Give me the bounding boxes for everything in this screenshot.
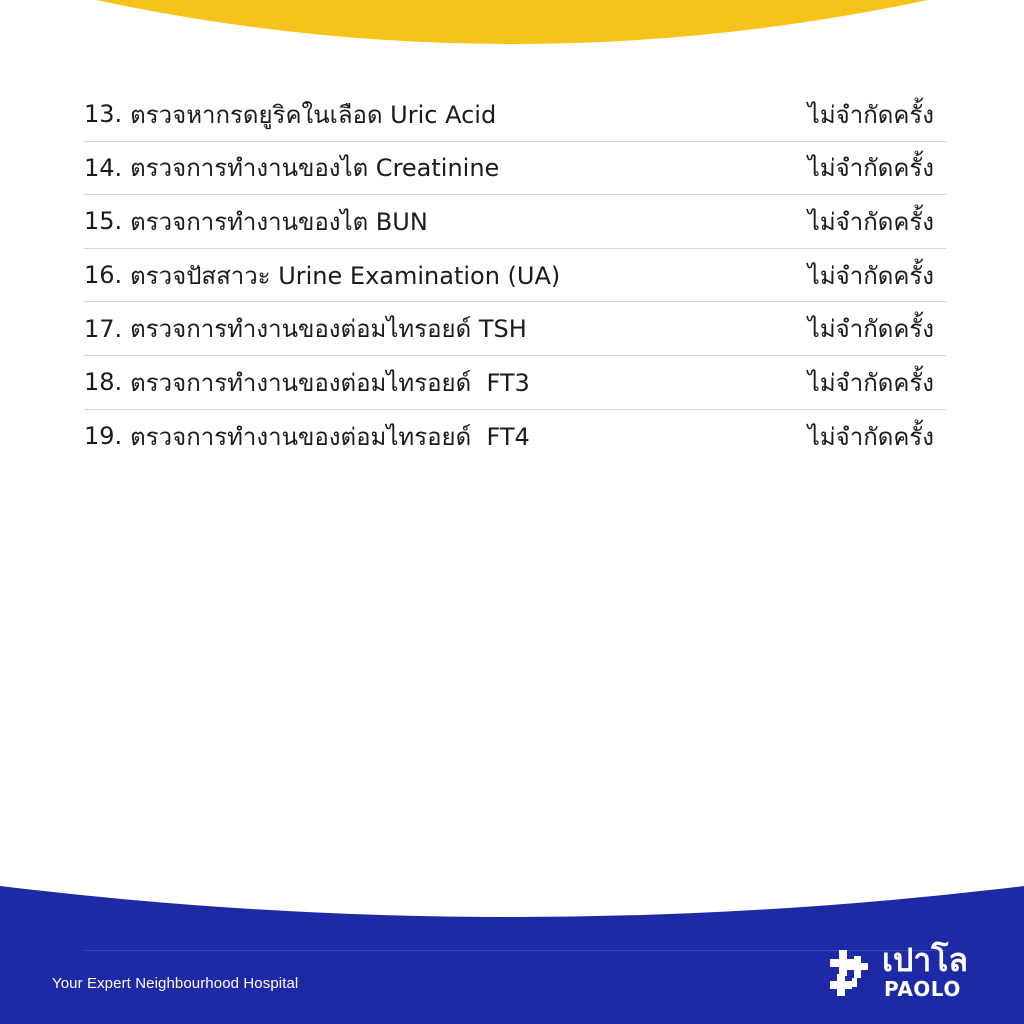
item-title: ตรวจการทำงานของต่อมไทรอยด์ FT4 [130, 422, 530, 451]
footer-tagline: Your Expert Neighbourhood Hospital [52, 975, 299, 992]
item-limit: ไม่จำกัดครั้ง [807, 368, 934, 397]
list-item [84, 88, 946, 142]
item-limit: ไม่จำกัดครั้ง [807, 100, 934, 129]
list-item [84, 195, 946, 249]
item-number: 14. [84, 153, 123, 182]
brand-thai-name: เปาโล [882, 941, 969, 979]
list-item [84, 142, 946, 196]
item-limit: ไม่จำกัดครั้ง [807, 207, 934, 236]
item-number: 19. [84, 422, 123, 451]
item-limit: ไม่จำกัดครั้ง [807, 315, 934, 344]
item-title: ตรวจการทำงานของต่อมไทรอยด์ TSH [130, 315, 527, 344]
top-yellow-arc [0, 0, 1024, 60]
item-title: ตรวจการทำงานของไต BUN [130, 207, 428, 236]
test-list [84, 88, 946, 463]
item-title: ตรวจปัสสาวะ Urine Examination (UA) [130, 261, 561, 290]
item-number: 17. [84, 314, 123, 343]
list-item [84, 302, 946, 356]
list-item [84, 356, 946, 410]
paolo-logo [824, 940, 984, 1004]
item-limit: ไม่จำกัดครั้ง [807, 261, 934, 290]
item-number: 15. [84, 207, 123, 236]
list-item [84, 249, 946, 303]
medical-cross-icon [824, 944, 880, 1000]
item-limit: ไม่จำกัดครั้ง [807, 154, 934, 183]
item-title: ตรวจการทำงานของต่อมไทรอยด์ FT3 [130, 368, 530, 397]
item-title: ตรวจหากรดยูริคในเลือด Uric Acid [130, 100, 497, 129]
footer-divider [84, 950, 946, 951]
item-number: 16. [84, 261, 123, 290]
item-number: 18. [84, 368, 123, 397]
item-number: 13. [84, 100, 123, 129]
list-item [84, 410, 946, 464]
brand-english-name: PAOLO [884, 977, 961, 1001]
item-title: ตรวจการทำงานของไต Creatinine [130, 154, 500, 183]
item-limit: ไม่จำกัดครั้ง [807, 422, 934, 451]
